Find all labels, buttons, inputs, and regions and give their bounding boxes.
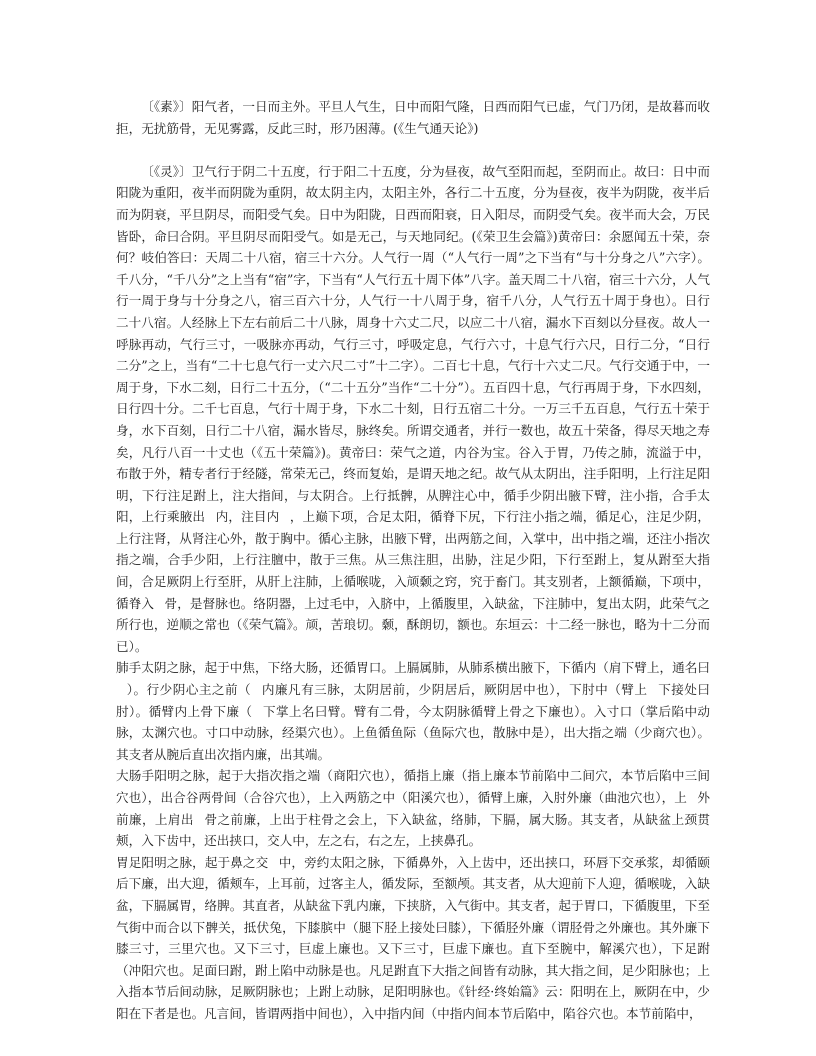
paragraph-stomach-yangming-meridian: 胃足阳明之脉，起于鼻之交 中，旁约太阳之脉，下循鼻外，入上齿中，还出挟口，环唇下交承浆，却循颐后下廉，出大迎，循颊车，上耳前，过客主人，循发际，至额颅。其支者，从大迎前下人迎，循喉咙，入缺盆，下膈属胃，络脾。其直者，从缺盆下乳内廉，下挟脐，入气街中。其支者，起于胃口，下循腹里，下至气街中而合以下髀关，抵伏兔，下膝膑中（腿下胫上接处曰膝），下循胫外廉（谓胫骨之外廉也。其外廉下膝三寸，三里穴也。又下三寸，巨虚上廉也。又下三寸，巨虚下廉也。直下至腕中，解溪穴也），下足跗（冲阳穴也。足面曰跗，跗上陷中动脉是也。凡足跗直下大指之间皆有动脉，其大指之间，足少阳脉也；上入指本节后间动脉，足厥阴脉也；上跗上动脉，足阳明脉也。《针经·终始篇》云：阳明在上，厥阴在中，少阳在下者是也。凡言间，皆谓两指中间也），入中指内间（中指内间本节后陷中，陷谷穴也。本节前陷中， [116,854,711,1021]
paragraph-ling-shu-wei-qi: 〔《灵》〕卫气行于阴二十五度，行于阳二十五度，分为昼夜，故气至阳而起，至阴而止。故曰：日中而阳陇为重阳，夜半而阴陇为重阴，故太阴主内，太阳主外，各行二十五度，分为昼夜，夜半为阴陇，夜半后而为阴衰，平旦阴尽，而阳受气矣。日中为阳陇，日西而阳衰，日入阳尽，而阴受气矣。夜半而大会，万民皆卧，命曰合阴。平旦阴尽而阳受气。如是无己，与天地同纪。(《荣卫生会篇》)黄帝曰：余愿闻五十荣，奈何？岐伯答曰：天周二十八宿，宿三十六分。人气行一周（“人气行一周”之下当有“与十分身之八”六字）。千八分，“千八分”之上当有“宿”字，下当有“人气行五十周下体”八字。盖天周二十八宿，宿三十六分，人气行一周于身与十分身之八，宿三百六十分，人气行一十八周于身，宿千八分，人气行五十周于身也）。日行二十八宿。人经脉上下左右前后二十八脉，周身十六丈二尺，以应二十八宿，漏水下百刻以分昼夜。故人一呼脉再动，气行三寸，一吸脉亦再动，气行三寸，呼吸定息，气行六寸，十息气行六尺，日行二分，“日行二分”之上，当有“二十七息气行一丈六尺二寸”十二字）。二百七十息，气行十六丈二尺。气行交通于中，一周于身，下水二刻，日行二十五分，（“二十五分”当作“二十分”）。五百四十息，气行再周于身，下水四刻，日行四十分。二千七百息，气行十周于身，下水二十刻，日行五宿二十分。一万三千五百息，气行五十荣于身，水下百刻，日行二十八宿，漏水皆尽，脉终矣。所谓交通者，并行一数也，故五十荣备，得尽天地之寿矣，凡行八百一十丈也（《五十荣篇》)。黄帝曰：荣气之道，内谷为宝。谷入于胃，乃传之肺，流溢于中，布散于外，精专者行于经隧，常荣无己，终而复始，是谓天地之纪。故气从太阴出，注手阳明，上行注足阳明，下行注足跗上，注大指间，与太阴合。上行抵髀，从脾注心中，循手少阴出腋下臂，注小指，合手太阳，上行乘腋出 内，注目内 ，上巅下项，合足太阳，循脊下尻，下行注小指之端，循足心，注足少阴，上行注肾，从肾注心外，散于胸中。循心主脉，出腋下臂，出两筋之间，入掌中，出中指之端，还注小指次指之端，合手少阳，上行注膻中，散于三焦。从三焦注胆，出胁，注足少阳，下行至跗上，复从跗至大指间，合足厥阴上行至肝，从肝上注肺，上循喉咙，入颃颡之窍，究于畜门。其支别者，上额循巅，下项中，循脊入 骨，是督脉也。络阴器，上过毛中，入脐中，上循腹里，入缺盆，下注肺中，复出太阴，此荣气之所行也，逆顺之常也（《荣气篇》。颃，苦琅切。颡，酥朗切，额也。东垣云：十二经一脉也，略为十二分而已）。 [116,163,711,654]
paragraph-lung-taiyin-meridian: 肺手太阴之脉，起于中焦，下络大肠，还循胃口。上膈属肺，从肺系横出腋下，下循内（肩下臂上，通名曰）。行少阴心主之前（ 内廉凡有三脉，太阴居前，少阴居后，厥阴居中也），下肘中（臂上 下接处曰肘）。循臂内上骨下廉（ 下掌上名曰臂。臂有二骨，今太阴脉循臂上骨之下廉也）。入寸口（掌后陷中动脉，太渊穴也。寸口中动脉，经渠穴也）。上鱼循鱼际（鱼际穴也，散脉中是），出大指之端（少商穴也）。其支者从腕后直出次指内廉，出其端。 [116,660,711,762]
paragraph-su-wen-yang-qi: 〔《素》〕阳气者，一日而主外。平旦人气生，日中而阳气隆，日西而阳气已虚，气门乃闭，是故暮而收拒，无扰筋骨，无见雾露，反此三时，形乃困薄。(《生气通天论》) [116,99,710,136]
document-body [116,96,710,1025]
paragraph-large-intestine-yangming-meridian: 大肠手阳明之脉，起于大指次指之端（商阳穴也），循指上廉（指上廉本节前陷中二间穴，本节后陷中三间穴也），出合谷两骨间（合谷穴也），上入两筋之中（阳溪穴也），循臂上廉，入肘外廉（曲池穴也），上 外前廉，上肩出 骨之前廉，上出于柱骨之会上，下入缺盆，络肺，下膈，属大肠。其支者，从缺盆上颈贯颊，入下齿中，还出挟口，交人中，左之右，右之左，上挟鼻孔。 [116,768,711,849]
